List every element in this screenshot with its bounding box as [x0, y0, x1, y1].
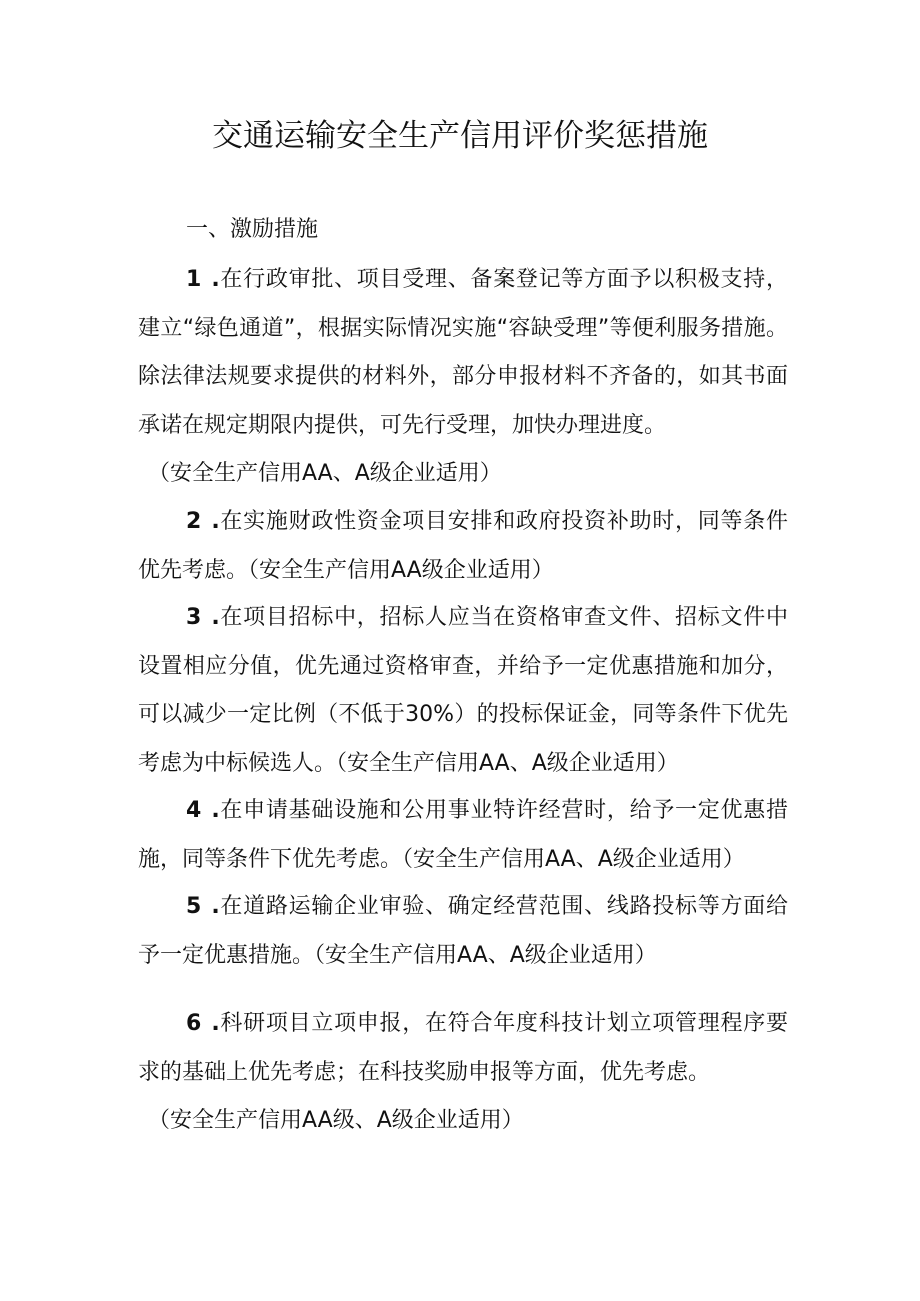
list-item: 2 .在实施财政性资金项目安排和政府投资补助时，同等条件优先考虑。（安全生产信用AA级企业适用）	[138, 498, 788, 595]
item-number: 3	[186, 605, 202, 630]
item-text: 在实施财政性资金项目安排和政府投资补助时，同等条件优先考虑。	[138, 509, 788, 583]
item-applicability: （安全生产信用AA、A级企业适用）	[336, 750, 679, 776]
item-number: 6	[186, 1011, 202, 1036]
item-text: 科研项目立项申报，在符合年度科技计划立项管理程序要求的基础上优先考虑；在科技奖励申报等方面，优先考虑。	[138, 1011, 788, 1085]
section-heading: 一、激励措施	[186, 217, 319, 242]
item-number: 4	[186, 798, 202, 823]
list-item: 1 .在行政审批、项目受理、备案登记等方面予以积极支持，建立“绿色通道”，根据实际情况实施“容缺受理”等便利服务措施。除法律法规要求提供的材料外，部分申报材料不齐备的，如其书面承诺在规定期限内提供，可先行受理，加快办理进度。 （安全生产信用AA、A级企业适用）	[138, 256, 788, 499]
list-item: 5 .在道路运输企业审验、确定经营范围、线路投标等方面给予一定优惠措施。（安全生产信用AA、A级企业适用）	[138, 883, 788, 980]
list-item: 3 .在项目招标中，招标人应当在资格审查文件、招标文件中设置相应分值，优先通过资格审查，并给予一定优惠措施和加分，可以减少一定比例（不低于30%）的投标保证金，同等条件下优先考虑为中标候选人。（安全生产信用AA、A级企业适用）	[138, 594, 788, 788]
list-item: 4 .在申请基础设施和公用事业特许经营时，给予一定优惠措施，同等条件下优先考虑。（安全生产信用AA、A级企业适用）	[138, 787, 788, 884]
item-text: 在行政审批、项目受理、备案登记等方面予以积极支持，建立“绿色通道”，根据实际情况实施“容缺受理”等便利服务措施。除法律法规要求提供的材料外，部分申报材料不齐备的，如其书面承诺在规定期限内提供，可先行受理，加快办理进度。	[138, 267, 788, 438]
item-applicability: （安全生产信用AA、A级企业适用）	[314, 942, 657, 968]
document-title: 交通运输安全生产信用评价奖惩措施	[212, 118, 708, 154]
item-number: 2	[186, 509, 202, 534]
item-applicability: （安全生产信用AA、A级企业适用）	[148, 461, 502, 486]
item-text: 在申请基础设施和公用事业特许经营时，给予一定优惠措施，同等条件下优先考虑。	[138, 798, 788, 872]
item-applicability: （安全生产信用AA级企业适用）	[248, 557, 554, 583]
item-applicability: （安全生产信用AA级、A级企业适用）	[148, 1108, 524, 1133]
item-number: 5	[186, 894, 202, 919]
item-applicability: （安全生产信用AA、A级企业适用）	[402, 846, 745, 872]
item-text: 在项目招标中，招标人应当在资格审查文件、招标文件中设置相应分值，优先通过资格审查，并给予一定优惠措施和加分，可以减少一定比例（不低于30%）的投标保证金，同等条件下优先考虑为中标候选人。	[138, 605, 788, 776]
item-number: 1	[186, 267, 202, 292]
item-text: 在道路运输企业审验、确定经营范围、线路投标等方面给予一定优惠措施。	[138, 894, 788, 968]
list-item: 6 .科研项目立项申报，在符合年度科技计划立项管理程序要求的基础上优先考虑；在科技奖励申报等方面，优先考虑。 （安全生产信用AA级、A级企业适用）	[138, 1000, 788, 1146]
